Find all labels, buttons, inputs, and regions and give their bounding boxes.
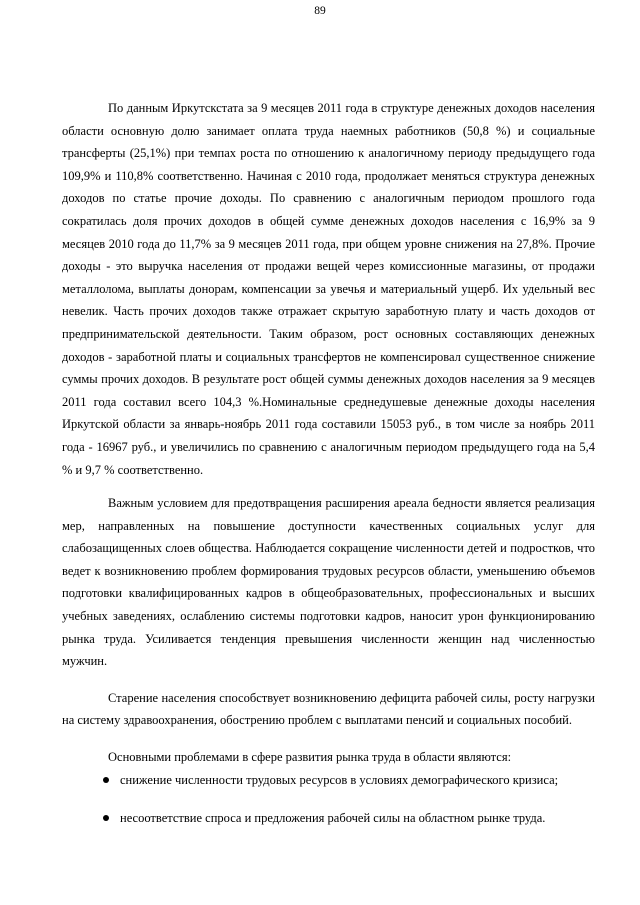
bullet-icon bbox=[103, 815, 109, 821]
paragraph-population-aging: Старение населения способствует возникновению дефицита рабочей силы, росту нагрузки на систему здравоохранения, обострению проблем с выплатами пенсий и социальных пособий. bbox=[62, 690, 595, 728]
page-number: 89 bbox=[314, 5, 326, 17]
paragraph-poverty-conditions: Важным условием для предотвращения расширения ареала бедности является реализация мер, направленных на повышение доступности качественных социальных услуг для слабозащищенных слоев общества. Наблюдается сокращение численности детей и подростков, что ведет к возникновению проблем формирования трудовых ресурсов области, уменьшению объемов подготовки квалифицированных кадров в общеобразовательных, профессиональных и высших учебных заведениях, ослаблению системы подготовки кадров, наносит урон функционированию рынка труда. Усиливается тенденция превышения численности женщин над численностью мужчин. bbox=[62, 496, 595, 669]
list-item-text: снижение численности трудовых ресурсов в условиях демографического кризиса; bbox=[120, 772, 559, 787]
list-item-text: несоответствие спроса и предложения рабочей силы на областном рынке труда. bbox=[120, 811, 546, 826]
paragraph-income-structure: По данным Иркутскстата за 9 месяцев 2011 года в структуре денежных доходов населения области основную долю занимает оплата труда наемных работников (50,8 %) и социальные трансферты (25,1%) при темпах роста по отношению к аналогичному периоду предыдущего года 109,9% и 110,8% соответственно. Начиная с 2010 года, продолжает меняться структура денежных доходов по статье прочие доходы. По сравнению с аналогичным периодом прошлого года сократилась доля прочих доходов в общей сумме денежных доходов населения с 16,9% за 9 месяцев 2010 года до 11,7% за 9 месяцев 2011 года, при общем уровне снижения на 27,8%. Прочие доходы - это выручка населения от продажи вещей через комиссионные магазины, от продажи металлолома, выплаты донорам, компенсации за увечья и материальный ущерб. Их удельный вес невелик. Часть прочих доходов также отражает скрытую заработную плату и часть доходов от предпринимательской деятельности. Таким образом, рост основных составляющих денежных доходов - заработной платы и социальных трансфертов не компенсировал существенное снижение суммы прочих доходов. В результате рост общей суммы денежных доходов населения за 9 месяцев 2011 года составил всего 104,3 %.Номинальные среднедушевые денежные доходы населения Иркутской области за январь-ноябрь 2011 года составили 15053 руб., в том числе за ноябрь 2011 года - 16967 руб., и увеличились по сравнению с аналогичным периодом предыдущего года на 5,4 % и 9,7 % соответственно. bbox=[62, 101, 595, 477]
labor-problems-list bbox=[62, 769, 595, 830]
list-item bbox=[62, 769, 595, 792]
list-item bbox=[62, 807, 595, 830]
document-body bbox=[62, 97, 595, 830]
paragraph-labor-problems-intro: Основными проблемами в сфере развития рынка труда в области являются: bbox=[108, 750, 512, 765]
bullet-icon bbox=[103, 777, 109, 783]
